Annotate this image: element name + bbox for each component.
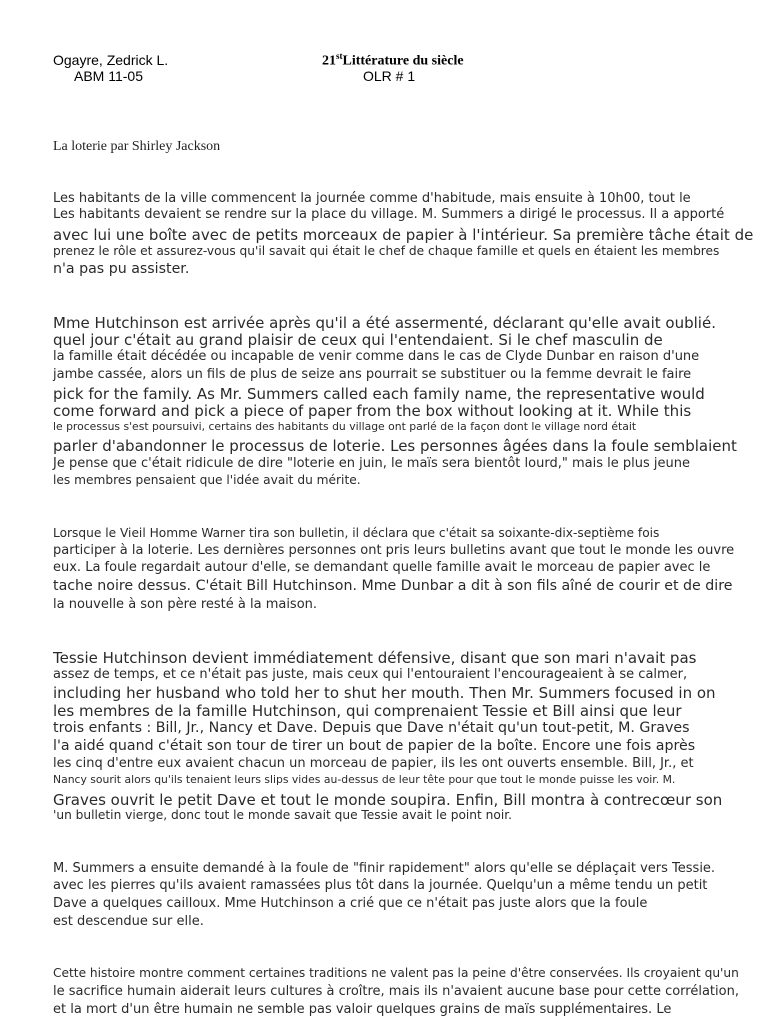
text-line: 'un bulletin vierge, donc tout le monde savait que Tessie avait le point noir. <box>53 808 512 822</box>
text-line: trois enfants : Bill, Jr., Nancy et Dave. Depuis que Dave n'était qu'un tout-petit, M. Graves <box>53 720 690 736</box>
text-line: including her husband who told her to shut her mouth. Then Mr. Summers focused in on <box>53 684 716 702</box>
document-title: La loterie par Shirley Jackson <box>53 139 221 154</box>
text-line: M. Summers a ensuite demandé à la foule de "finir rapidement" alors qu'elle se déplaçait vers Tessie. <box>53 861 716 876</box>
course-number-suffix: st <box>336 51 343 61</box>
text-line: Lorsque le Vieil Homme Warner tira son bulletin, il déclara que c'était sa soixante-dix-septième fois <box>53 526 660 540</box>
olr-number: OLR # 1 <box>363 68 416 84</box>
text-line: les membres de la famille Hutchinson, qui comprenaient Tessie et Bill ainsi que leur <box>53 702 682 720</box>
text-line: Graves ouvrit le petit Dave et tout le monde soupira. Enfin, Bill montra à contrecœur son <box>53 791 723 809</box>
text-line: Nancy sourit alors qu'ils tenaient leurs slips vides au-dessus de leur tête pour que tout le monde puisse les voir. M. <box>53 773 676 786</box>
course-name: Littérature du siècle <box>342 53 464 69</box>
text-line: le processus s'est poursuivi, certains des habitants du village ont parlé de la façon dont le village nord était <box>53 420 637 433</box>
text-line: avec les pierres qu'ils avaient ramassées plus tôt dans la journée. Quelqu'un a même tendu un petit <box>53 878 708 893</box>
text-line: la famille était décédée ou incapable de venir comme dans le cas de Clyde Dunbar en raison d'une <box>53 349 700 364</box>
text-line: eux. La foule regardait autour d'elle, se demandant quelle famille avait le morceau de papier avec le <box>53 560 711 575</box>
course-title <box>322 51 464 70</box>
text-line: prenez le rôle et assurez-vous qu'il savait qui était le chef de chaque famille et quels en étaient les membres <box>53 244 720 258</box>
text-line: assez de temps, et ce n'était pas juste, mais ceux qui l'entouraient l'encourageaient à se calmer, <box>53 667 688 682</box>
text-line: quel jour c'était au grand plaisir de ceux qui l'entendaient. Si le chef masculin de <box>53 331 663 349</box>
text-line: parler d'abandonner le processus de loterie. Les personnes âgées dans la foule semblaient <box>53 437 737 455</box>
course-number: 21 <box>322 53 336 69</box>
text-line: le sacrifice humain aiderait leurs cultures à croître, mais ils n'avaient aucune base pour cette corrélation, <box>53 984 739 999</box>
text-line: Je pense que c'était ridicule de dire "loterie en juin, le maïs sera bientôt lourd," mais le plus jeune <box>53 456 690 471</box>
text-line: participer à la loterie. Les dernières personnes ont pris leurs bulletins avant que tout le monde les ouvre <box>53 543 735 558</box>
text-line: tache noire dessus. C'était Bill Hutchinson. Mme Dunbar a dit à son fils aîné de courir et de dire <box>53 578 733 594</box>
text-line: les membres pensaient que l'idée avait du mérite. <box>53 473 361 487</box>
text-line: les cinq d'entre eux avaient chacun un morceau de papier, ils les ont ouverts ensemble. Bill, Jr., et <box>53 756 694 771</box>
text-line: Tessie Hutchinson devient immédiatement défensive, disant que son mari n'avait pas <box>53 649 697 667</box>
text-line: Dave a quelques cailloux. Mme Hutchinson a crié que ce n'était pas juste alors que la foule <box>53 896 648 911</box>
text-line: Les habitants de la ville commencent la journée comme d'habitude, mais ensuite à 10h00, tout le <box>53 191 691 206</box>
text-line: Mme Hutchinson est arrivée après qu'il a été assermenté, déclarant qu'elle avait oublié. <box>53 314 716 332</box>
text-line: la nouvelle à son père resté à la maison. <box>53 597 318 612</box>
student-name: Ogayre, Zedrick L. <box>53 52 169 68</box>
text-line: avec lui une boîte avec de petits morceaux de papier à l'intérieur. Sa première tâche était de <box>53 226 754 244</box>
text-line: Cette histoire montre comment certaines traditions ne valent pas la peine d'être conservées. Ils croyaient qu'un <box>53 966 739 980</box>
text-line: jambe cassée, alors un fils de plus de seize ans pourrait se substituer ou la femme devrait le faire <box>53 367 692 382</box>
text-line: et la mort d'un être humain ne semble pas valoir quelques grains de maïs supplémentaires. Le <box>53 1002 672 1017</box>
text-line: come forward and pick a piece of paper from the box without looking at it. While this <box>53 402 692 420</box>
text-line: l'a aidé quand c'était son tour de tirer un bout de papier de la boîte. Encore une fois après <box>53 738 696 754</box>
text-line: Les habitants devaient se rendre sur la place du village. M. Summers a dirigé le processus. Il a apporté <box>53 207 725 222</box>
text-line: n'a pas pu assister. <box>53 261 190 277</box>
text-line: pick for the family. As Mr. Summers called each family name, the representative would <box>53 385 705 403</box>
student-section: ABM 11-05 <box>74 68 143 84</box>
text-line: est descendue sur elle. <box>53 914 204 929</box>
